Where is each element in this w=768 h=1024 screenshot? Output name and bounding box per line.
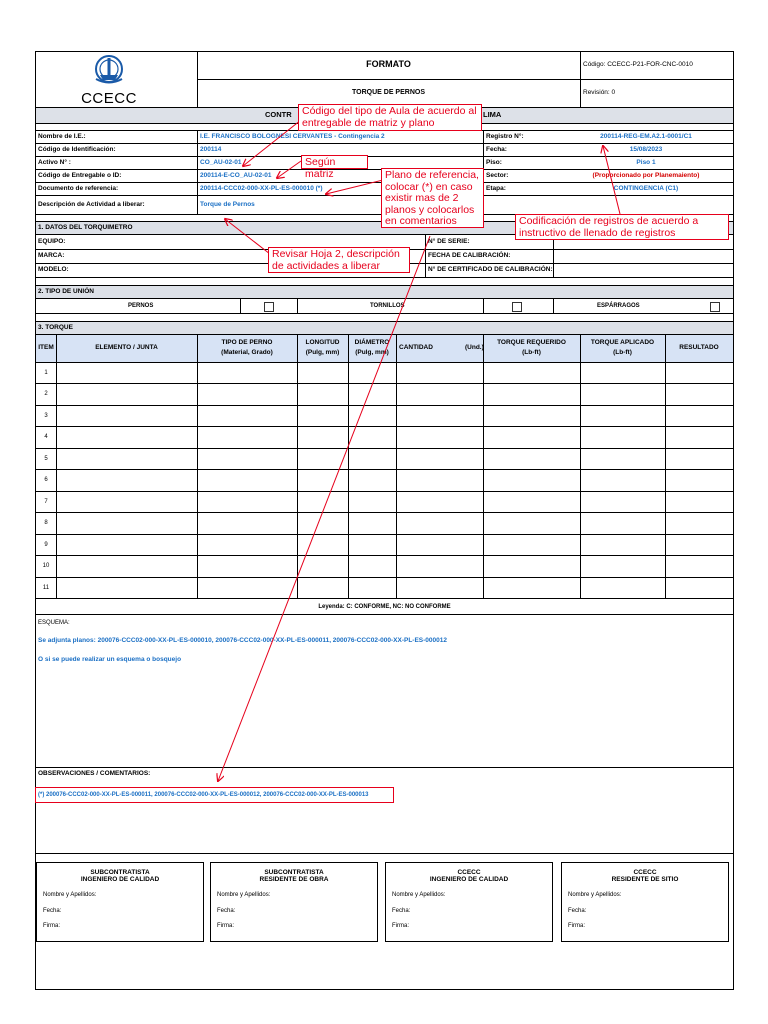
ref-doc-label: Documento de referencia: — [38, 185, 119, 192]
col-result: RESULTADO — [679, 344, 719, 351]
col-quantity-unit: (Und.) — [465, 344, 484, 351]
observations-text: (*) 200076-CCC02-000-XX-PL-ES-000011, 200076-CCC02-000-XX-PL-ES-000012, 200076-CCC02-000-XX-PL-ES-000013 — [38, 792, 369, 798]
signature-title: INGENIERO DE CALIDAD — [429, 876, 509, 883]
table-row-item-number: 8 — [44, 520, 48, 527]
deliverable-label: Código de Entregable o ID: — [38, 172, 122, 179]
form-revision: Revisión: 0 — [583, 89, 616, 96]
table-row-item-number: 7 — [44, 498, 48, 505]
ie-label: Nombre de I.E.: — [38, 133, 86, 140]
col-diameter-sub: (Pulg, mm) — [355, 349, 389, 356]
table-row-item-number: 5 — [44, 455, 48, 462]
union-esparragos-label: ESPÁRRAGOS — [597, 303, 640, 309]
col-diameter: DIÁMETRO — [354, 339, 390, 346]
section1-title: 1. DATOS DEL TORQUIMETRO — [38, 224, 133, 231]
col-bolt-type-sub: (Material, Grado) — [221, 349, 273, 356]
registry-value: 200114-REG-EM.A2.1-0001/C1 — [600, 133, 692, 140]
col-quantity: CANTIDAD — [399, 344, 433, 351]
date-label: Fecha: — [486, 146, 507, 153]
annotation-reference-plan: Plano de referencia, colocar (*) en caso existir mas de 2 planos y colocarlos en comentarios — [381, 168, 484, 228]
form-title: TORQUE DE PERNOS — [352, 89, 425, 96]
union-pernos-label: PERNOS — [128, 303, 154, 309]
asset-label: Activo N° : — [38, 159, 71, 166]
format-label: FORMATO — [366, 59, 411, 69]
floor-value: Piso 1 — [636, 159, 656, 166]
signature-field-name[interactable]: Nombre y Apellidos: — [217, 892, 271, 898]
sector-label: Sector: — [486, 172, 509, 179]
signature-field-sign[interactable]: Firma: — [217, 923, 234, 929]
signature-role: CCECC — [633, 869, 657, 876]
signature-field-date[interactable]: Fecha: — [568, 908, 587, 914]
id-label: Código de Identificación: — [38, 146, 116, 153]
annotation-registry-coding: Codificación de registros de acuerdo a instructivo de llenado de registros — [515, 214, 729, 240]
signature-field-date[interactable]: Fecha: — [217, 908, 236, 914]
deliverable-value: 200114-E-CO_AU-02-01 — [200, 172, 272, 179]
col-torque-required-sub: (Lb-ft) — [522, 349, 541, 356]
sketch-note: O si se puede realizar un esquema o bosquejo — [38, 656, 182, 663]
table-row-item-number: 11 — [42, 584, 50, 591]
serie-label: N° DE SERIE: — [428, 238, 470, 245]
signature-field-date[interactable]: Fecha: — [392, 908, 411, 914]
signature-title: INGENIERO DE CALIDAD — [80, 876, 160, 883]
signature-field-date[interactable]: Fecha: — [43, 908, 62, 914]
col-torque-required: TORQUE REQUERIDO — [497, 339, 566, 346]
table-row-item-number: 3 — [44, 412, 48, 419]
sketch-label: ESQUEMA: — [38, 620, 70, 626]
annotation-per-matrix: Según matriz — [301, 155, 368, 169]
sector-value: (Proporcionado por Planemaiento) — [592, 172, 700, 179]
signature-field-name[interactable]: Nombre y Apellidos: — [568, 892, 622, 898]
col-torque-applied: TORQUE APLICADO — [590, 339, 655, 346]
floor-label: Piso: — [486, 159, 502, 166]
table-row-item-number: 9 — [44, 541, 48, 548]
signature-title: RESIDENTE DE OBRA — [259, 876, 329, 883]
ref-doc-value: 200114-CCC02-000-XX-PL-ES-000010 (*) — [200, 185, 323, 192]
section2-title: 2. TIPO DE UNIÓN — [38, 288, 94, 295]
cert-cal-label: N° DE CERTIFICADO DE CALIBRACIÓN: — [428, 266, 553, 273]
equipo-label: EQUIPO: — [38, 238, 66, 245]
activity-value: Torque de Pernos — [200, 201, 255, 208]
date-value: 15/08/2023 — [629, 146, 663, 153]
annotation-classroom-code: Código del tipo de Aula de acuerdo al entregable de matriz y plano — [298, 104, 482, 131]
sketch-plans: Se adjunta planos: 200076-CCC02-000-XX-PL-ES-000010, 200076-CCC02-000-XX-PL-ES-000011, 200076-CCC02-000-XX-PL-ES-000012 — [38, 637, 447, 644]
id-value: 200114 — [200, 146, 222, 153]
col-length-sub: (Pulg, mm) — [305, 349, 340, 356]
col-bolt-type: TIPO DE PERNO — [221, 339, 273, 346]
registry-label: Registro N°: — [486, 133, 524, 140]
banner-left: CONTR — [265, 110, 292, 119]
table-row-item-number: 4 — [44, 434, 48, 441]
stage-value: CONTINGENCIA (C1) — [613, 185, 679, 192]
form-code: Código: CCECC-P21-FOR-CNC-0010 — [583, 61, 693, 68]
section3-title: 3. TORQUE — [38, 324, 73, 331]
table-row-item-number: 6 — [44, 477, 48, 484]
modelo-label: MODELO: — [38, 266, 69, 273]
col-torque-applied-sub: (Lb-ft) — [613, 349, 632, 356]
signature-role: CCECC — [457, 869, 481, 876]
signature-field-sign[interactable]: Firma: — [392, 923, 409, 929]
marca-label: MARCA: — [38, 252, 65, 259]
company-name: CCECC — [81, 90, 137, 107]
signature-role: SUBCONTRATISTA — [264, 869, 324, 876]
col-item: ITEM — [38, 344, 54, 351]
col-element: ELEMENTO / JUNTA — [95, 344, 158, 351]
signature-role: SUBCONTRATISTA — [90, 869, 150, 876]
table-row-item-number: 1 — [44, 370, 48, 376]
signature-field-sign[interactable]: Firma: — [568, 923, 585, 929]
union-tornillos-label: TORNILLOS — [370, 303, 405, 309]
signature-field-sign[interactable]: Firma: — [43, 923, 60, 929]
col-length: LONGITUD — [305, 339, 340, 346]
stage-label: Etapa: — [486, 185, 506, 192]
annotation-review-sheet2: Revisar Hoja 2, descripción de actividades a liberar — [268, 247, 410, 273]
signature-field-name[interactable]: Nombre y Apellidos: — [392, 892, 446, 898]
activity-label: Descripción de Actividad a liberar: — [38, 201, 145, 208]
observations-label: OBSERVACIONES / COMENTARIOS: — [38, 770, 151, 777]
banner-right: LIMA — [483, 110, 502, 119]
table-legend: Leyenda: C: CONFORME, NC: NO CONFORME — [318, 604, 451, 610]
table-row-item-number: 2 — [44, 391, 48, 398]
asset-value: CO_AU-02-01 — [200, 159, 242, 166]
signature-title: RESIDENTE DE SITIO — [611, 876, 679, 883]
signature-field-name[interactable]: Nombre y Apellidos: — [43, 892, 97, 898]
table-row-item-number: 10 — [42, 563, 50, 569]
ie-value: I.E. FRANCISCO BOLOGNESI CERVANTES - Contingencia 2 — [200, 133, 385, 140]
fecha-cal-label: FECHA DE CALIBRACIÓN: — [428, 252, 511, 259]
